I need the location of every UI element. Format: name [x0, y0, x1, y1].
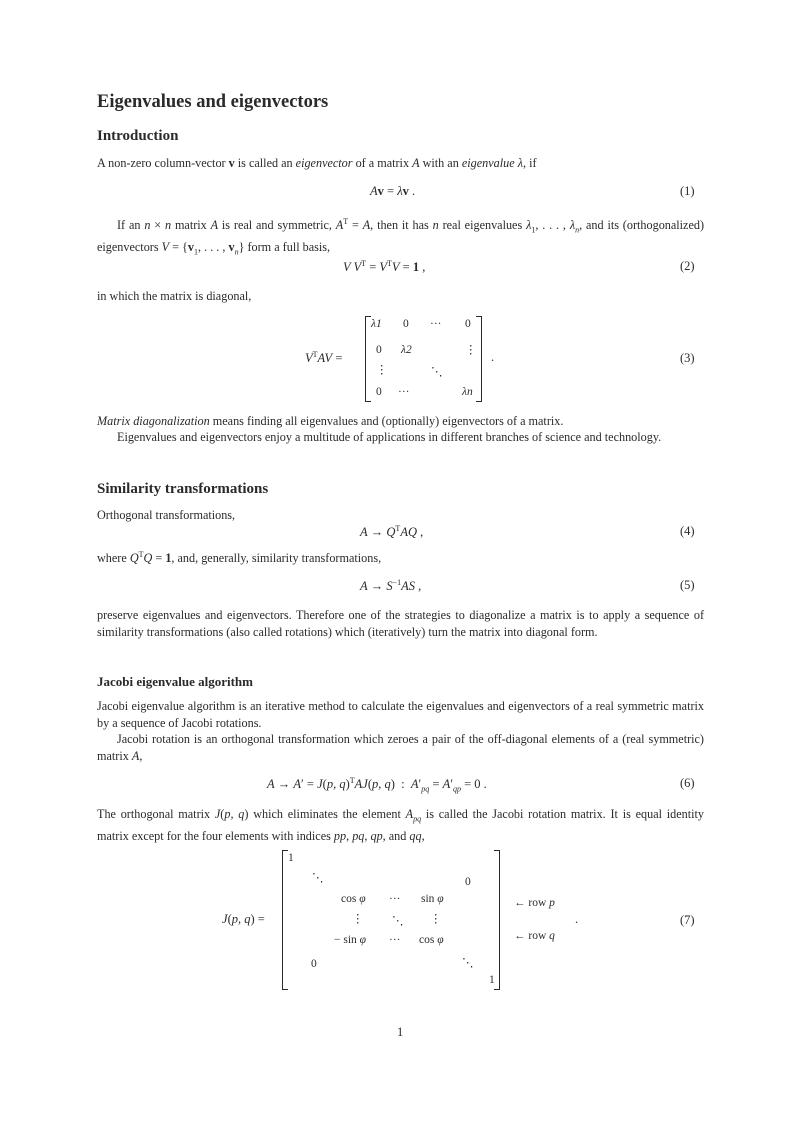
matrix-cell: ⋮: [465, 344, 477, 356]
matrix-trailing-period: .: [491, 350, 495, 364]
matrix-left-bracket: [282, 850, 288, 990]
matrix-cell: sin φ: [421, 893, 444, 905]
matrix-cell: λ1: [371, 318, 382, 330]
matrix-cell: 0: [465, 876, 471, 888]
matrix-cell: ⋮: [352, 913, 364, 925]
paragraph-preserve: preserve eigenvalues and eigenvectors. Therefore one of the strategies to diagonalize a matrix is to apply a sequence of similarity transformations (also called rotations) which (iteratively) turn the matrix into diagonal form.: [97, 608, 704, 639]
matrix-cell: 0: [376, 386, 382, 398]
matrix-cell: 0: [403, 318, 409, 330]
page-number: 1: [397, 1025, 404, 1039]
equation-4: $A \to Q^TAQ$ ,: [360, 524, 424, 540]
equation-2: V $V^T = V^TV = 1$ ,: [343, 259, 426, 275]
matrix-cell: 1: [288, 852, 294, 864]
paragraph-similarity: where $Q^TQ = 1$, and, generally, similarity transformations,: [97, 550, 382, 566]
matrix-cell: 0: [465, 318, 471, 330]
matrix-cell: ⋮: [376, 364, 388, 376]
equation-number-5: (5): [680, 578, 695, 592]
matrix-cell: ···: [389, 934, 401, 946]
equation-5: $A \to S^{-1}AS$ ,: [360, 578, 422, 594]
matrix-cell: − sin φ: [334, 934, 367, 946]
matrix-cell: cos φ: [419, 934, 444, 946]
equation-number-2: (2): [680, 259, 695, 273]
row-q-label: ← row q: [514, 930, 555, 942]
equation-number-1: (1): [680, 184, 695, 198]
matrix-cell: 0: [376, 344, 382, 356]
matrix-right-bracket: [494, 850, 500, 990]
matrix-cell: 1: [489, 974, 495, 986]
matrix-cell: λn: [462, 386, 473, 398]
matrix-cell: ···: [389, 893, 401, 905]
matrix-cell: ⋮: [430, 913, 442, 925]
paragraph-applications: Eigenvalues and eigenvectors enjoy a multitude of applications in different branches of science and technology.: [117, 430, 662, 444]
paragraph-jacobi-matrix: The orthogonal matrix J(p, q) which eliminates the element $A_{pq}$ is called the Jacobi rotation matrix. It is equal identity matrix except for the four elements with indices pp, pq, qp, and qq,: [97, 807, 704, 843]
paragraph-jacobi-rotation: Jacobi rotation is an orthogonal transformation which zeroes a pair of the off-diagonal elements of a (real symmetric) matrix A,: [97, 732, 704, 763]
paragraph-jacobi-method: Jacobi eigenvalue algorithm is an iterative method to calculate the eigenvalues and eigenvectors of a real symmetric matrix by a sequence of Jacobi rotations.: [97, 699, 704, 730]
equation-7-lhs: J(p, q) =: [222, 912, 265, 926]
page-title: Eigenvalues and eigenvectors: [97, 92, 329, 112]
equation-3-lhs: $V^TAV$ =: [305, 350, 343, 366]
paragraph-diagonal: in which the matrix is diagonal,: [97, 289, 252, 303]
matrix-cell: ⋱: [392, 915, 404, 927]
matrix-cell: ···: [398, 386, 410, 398]
equation-number-6: (6): [680, 776, 695, 790]
matrix-trailing-period: .: [575, 912, 579, 926]
matrix-cell: ···: [430, 318, 442, 330]
equation-6: A → A′ = J(p, q)$^T$AJ(p, q) : $A'_{pq} = A'_{qp} = 0$ .: [267, 776, 487, 794]
paragraph-eigenvector-definition: A non-zero column-vector v is called an eigenvector of a matrix A with an eigenvalue λ, if: [97, 156, 537, 170]
section-heading-jacobi: Jacobi eigenvalue algorithm: [97, 674, 253, 689]
matrix-cell: ⋱: [312, 872, 324, 884]
section-heading-introduction: Introduction: [97, 128, 179, 144]
matrix-cell: ⋱: [431, 366, 443, 378]
row-p-label: ← row p: [514, 897, 555, 909]
equation-number-4: (4): [680, 524, 695, 538]
matrix-right-bracket: [476, 316, 482, 402]
matrix-cell: ⋱: [462, 957, 474, 969]
matrix-cell: cos φ: [341, 893, 366, 905]
section-heading-similarity: Similarity transformations: [97, 481, 269, 497]
paragraph-matrix-diagonalization: Matrix diagonalization means finding all eigenvalues and (optionally) eigenvectors of a matrix.: [97, 414, 564, 428]
matrix-cell: 0: [311, 958, 317, 970]
paragraph-orthogonal-transformations: Orthogonal transformations,: [97, 508, 236, 522]
equation-number-7: (7): [680, 913, 695, 927]
equation-1: Av = λv .: [370, 184, 416, 198]
matrix-cell: λ2: [401, 344, 412, 356]
equation-number-3: (3): [680, 351, 695, 365]
paragraph-symmetric-matrix: If an n × n matrix A is real and symmetric, $A^T = A$, then it has n real eigenvalues $\lambda_1$, . . . , $\lambda_n$, and its (orthogonalized) eigenvectors $V = \{v_1$, . . . , $v_n$} form a full basis,: [97, 217, 705, 257]
